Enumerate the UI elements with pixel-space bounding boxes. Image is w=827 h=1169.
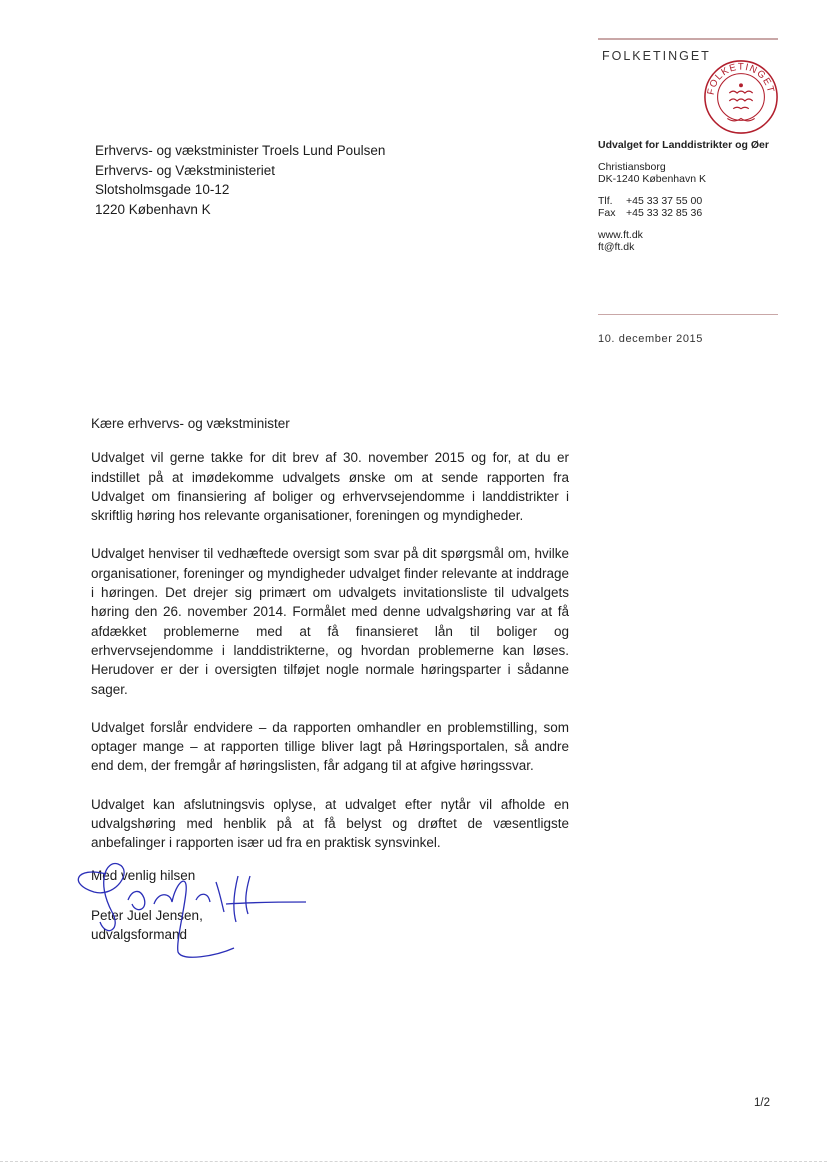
recipient-line: Erhvervs- og Vækstministeriet	[95, 162, 276, 178]
signer-title: udvalgsformand	[91, 927, 188, 942]
sender-address-line: Christiansborg	[598, 160, 666, 173]
sender-address-line: DK-1240 København K	[598, 173, 706, 185]
page-number: 1/2	[754, 1097, 770, 1109]
recipient-line: 1220 København K	[95, 201, 211, 217]
body-paragraph: Udvalget vil gerne takke for dit brev af 30. november 2015 og for, at du er indstillet på at imødekomme udvalgets ønske om at sende rapporten fra Udvalget om finansiering af boliger og erhvervsejendomme i landdistrikter i skriftlig høring hos relevante organisationer, foreningen og myndigheder.	[91, 450, 569, 524]
recipient-address	[95, 141, 385, 219]
recipient-line: Erhvervs- og vækstminister Troels Lund Poulsen	[95, 143, 386, 158]
phone-value: +45 33 37 55 00	[626, 194, 703, 207]
recipient-line: Slotsholmsgade 10-12	[95, 182, 230, 197]
fax-label: Fax	[598, 207, 616, 219]
sender-email: ft@ft.dk	[598, 241, 635, 253]
salutation: Kære erhvervs- og vækstminister	[91, 416, 290, 431]
sender-website: www.ft.dk	[598, 228, 643, 241]
signer-name: Peter Juel Jensen,	[91, 907, 203, 923]
sender-info	[598, 139, 773, 254]
body-paragraph: Udvalget henviser til vedhæftede oversigt som svar på dit spørgsmål om, hvilke organisationer, foreninger og myndigheder udvalget finder relevante at inddrage i høringen. Det drejer sig primært om udvalgets invitationsliste til udvalgets høring den 26. november 2014. Formålet med denne udvalgshøring var at få afdækket problemerne med at få finansieret lån til boliger og erhvervsejendomme i landdistrikterne, og hvordan problemerne kan løses. Herudover er der i oversigten tilføjet nogle normale høringsparter i sådanne sager.	[91, 546, 569, 697]
sender-org: Udvalget for Landdistrikter og Øer	[598, 139, 769, 151]
letter-date: 10. december 2015	[598, 333, 703, 345]
header-rule-mid	[598, 314, 778, 315]
letter-body	[91, 414, 569, 872]
handwritten-signature	[66, 852, 316, 962]
fax-value: +45 33 32 85 36	[626, 207, 703, 219]
brand-name: FOLKETINGET	[602, 49, 711, 63]
body-paragraph: Udvalget forslår endvidere – da rapporten omhandler en problemstilling, som optager mange – at rapporten tillige bliver lagt på Høringsportalen, så andre end dem, der fremgår af høringslisten, får adgang til at afgive høringssvar.	[91, 719, 569, 774]
header-rule-top	[598, 38, 778, 40]
scan-edge-artifact	[0, 1161, 827, 1164]
phone-label: Tlf.	[598, 194, 613, 207]
folketinget-seal-icon	[702, 58, 780, 136]
closing-greeting: Med venlig hilsen	[91, 868, 196, 883]
sender-fax	[598, 207, 773, 220]
svg-text:FOLKETINGET: FOLKETINGET	[705, 61, 777, 96]
sender-phone	[598, 195, 773, 208]
body-paragraph: Udvalget kan afslutningsvis oplyse, at udvalget efter nytår vil afholde en udvalgshøring med henblik på at få belyst og drøftet de væsentligste anbefalinger i rapporten især ud fra en praktisk synsvinkel.	[91, 796, 569, 851]
